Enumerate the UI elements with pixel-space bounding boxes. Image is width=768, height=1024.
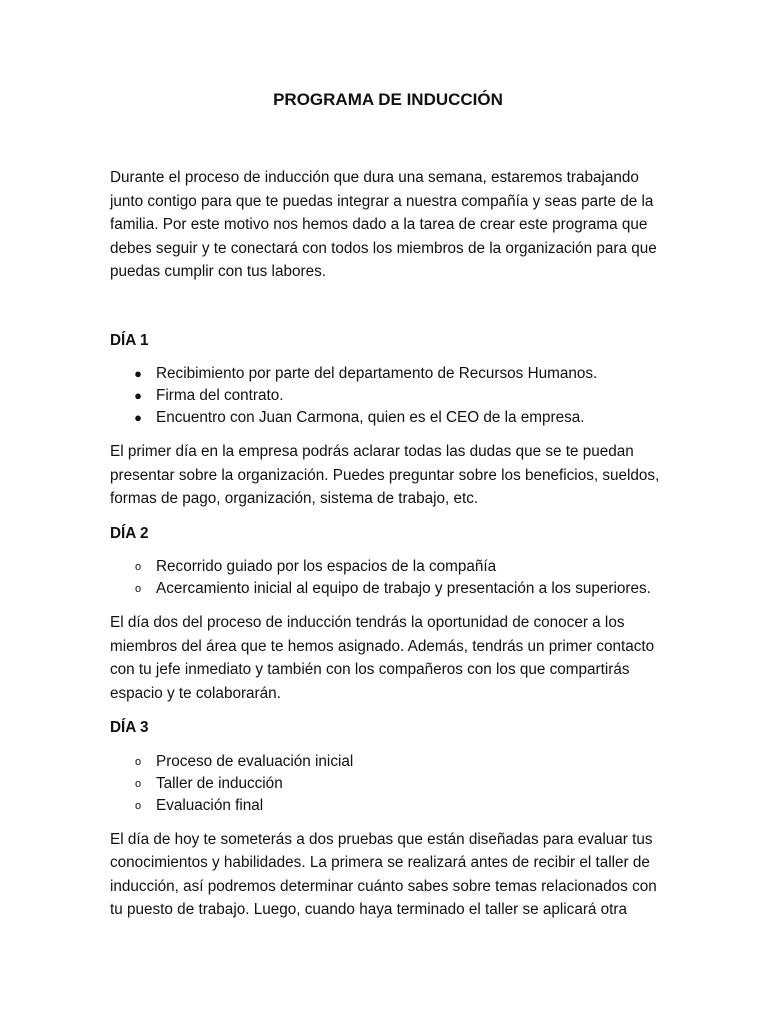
- list-item: [110, 385, 666, 407]
- list-item: [110, 578, 666, 600]
- bullet-icon: ●: [134, 388, 142, 403]
- list-item: [110, 407, 666, 429]
- list-item: [110, 363, 666, 385]
- bullet-icon: o: [134, 561, 142, 573]
- day-3-list: [110, 751, 666, 817]
- list-item: [110, 556, 666, 578]
- day-2-section: [110, 522, 666, 706]
- day-1-paragraph: El primer día en la empresa podrás aclarar todas las dudas que se te puedan presentar sobre la organización. Puedes preguntar sobre los beneficios, sueldos, formas de pago, organización, sistema de trabajo, etc.: [110, 443, 660, 507]
- bullet-icon: o: [134, 755, 142, 768]
- list-item-text: Firma del contrato.: [156, 387, 284, 404]
- bullet-icon: o: [134, 777, 142, 790]
- bullet-icon: ●: [134, 366, 142, 381]
- list-item-text: Recibimiento por parte del departamento de Recursos Humanos.: [156, 365, 598, 382]
- list-item: [110, 751, 666, 773]
- day-3-section: [110, 716, 666, 922]
- list-item-text: Proceso de evaluación inicial: [156, 752, 354, 770]
- day-3-paragraph: El día de hoy te someterás a dos pruebas que están diseñadas para evaluar tus conocimientos y habilidades. La primera se realizará antes de recibir el taller de inducción, así podremos determinar cuánto sabes sobre temas relacionados con tu puesto de trabajo. Luego, cuando haya terminado el taller se aplicará otra: [110, 830, 657, 918]
- document-title: PROGRAMA DE INDUCCIÓN: [273, 90, 503, 109]
- bullet-icon: o: [134, 799, 142, 812]
- list-item: [110, 795, 666, 817]
- list-item: [110, 773, 666, 795]
- list-item-text: Encuentro con Juan Carmona, quien es el CEO de la empresa.: [156, 409, 585, 426]
- intro-paragraph: Durante el proceso de inducción que dura una semana, estaremos trabajando junto contigo para que te puedas integrar a nuestra compañía y seas parte de la familia. Por este motivo nos hemos dado a la tarea de crear este programa que debes seguir y te conectará con todos los miembros de la organización para que puedas cumplir con tus labores.: [110, 169, 657, 280]
- day-3-heading: DÍA 3: [110, 719, 149, 736]
- day-1-heading: DÍA 1: [110, 331, 149, 349]
- document-body: [110, 88, 666, 933]
- list-item-text: Taller de inducción: [156, 774, 283, 792]
- bullet-icon: o: [134, 583, 142, 595]
- bullet-icon: ●: [134, 410, 142, 425]
- day-1-list: [110, 363, 666, 429]
- list-item-text: Evaluación final: [156, 796, 264, 814]
- day-1-section: [110, 329, 666, 511]
- list-item-text: Acercamiento inicial al equipo de trabajo y presentación a los superiores.: [156, 580, 651, 597]
- list-item-text: Recorrido guiado por los espacios de la compañía: [156, 558, 497, 575]
- day-2-heading: DÍA 2: [110, 524, 149, 542]
- day-2-list: [110, 556, 666, 600]
- day-2-paragraph: El día dos del proceso de inducción tendrás la oportunidad de conocer a los miembros del área que te hemos asignado. Además, tendrás un primer contacto con tu jefe inmediato y también con los compañeros con los que compartirás espacio y te colaborarán.: [110, 614, 655, 702]
